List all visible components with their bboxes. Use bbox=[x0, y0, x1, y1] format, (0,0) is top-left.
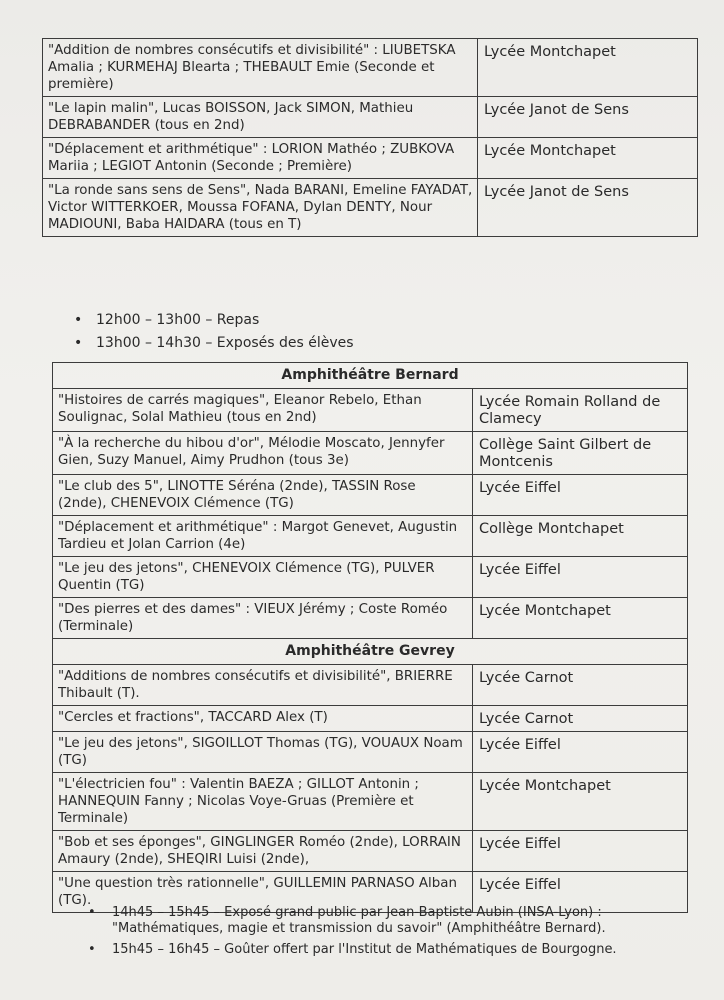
school-cell: Lycée Eiffel bbox=[473, 557, 688, 598]
school-cell: Collège Saint Gilbert de Montcenis bbox=[473, 432, 688, 475]
school-cell: Lycée Eiffel bbox=[473, 475, 688, 516]
hall-header-row bbox=[53, 639, 688, 665]
talk-title-cell: "Le jeu des jetons", SIGOILLOT Thomas (TG), VOUAUX Noam (TG) bbox=[53, 732, 473, 773]
school-cell: Lycée Eiffel bbox=[473, 831, 688, 872]
school-cell: Lycée Eiffel bbox=[473, 872, 688, 913]
school-cell: Lycée Janot de Sens bbox=[478, 97, 698, 138]
schedule-item bbox=[88, 905, 702, 937]
school-cell: Lycée Montchapet bbox=[473, 598, 688, 639]
bullet-icon: • bbox=[88, 942, 96, 957]
table-row bbox=[53, 706, 688, 732]
schedule-item bbox=[74, 333, 354, 353]
talk-title-cell: "Histoires de carrés magiques", Eleanor Rebelo, Ethan Soulignac, Solal Mathieu (tous en 2nd) bbox=[53, 389, 473, 432]
talk-title-cell: "Déplacement et arithmétique" : Margot Genevet, Augustin Tardieu et Jolan Carrion (4e) bbox=[53, 516, 473, 557]
talk-title-cell: "Additions de nombres consécutifs et divisibilité", BRIERRE Thibault (T). bbox=[53, 665, 473, 706]
table-row bbox=[53, 557, 688, 598]
schedule-item bbox=[74, 310, 354, 330]
talk-title-cell: "Le lapin malin", Lucas BOISSON, Jack SIMON, Mathieu DEBRABANDER (tous en 2nd) bbox=[43, 97, 478, 138]
talk-title-cell: "Le club des 5", LINOTTE Séréna (2nde), TASSIN Rose (2nde), CHENEVOIX Clémence (TG) bbox=[53, 475, 473, 516]
talk-title-cell: "Déplacement et arithmétique" : LORION Mathéo ; ZUBKOVA Mariia ; LEGIOT Antonin (Seconde ; Première) bbox=[43, 138, 478, 179]
bullet-icon: • bbox=[74, 312, 83, 328]
school-cell: Lycée Carnot bbox=[473, 706, 688, 732]
talk-title-cell: "Une question très rationnelle", GUILLEMIN PARNASO Alban (TG). bbox=[53, 872, 473, 913]
school-cell: Lycée Montchapet bbox=[473, 773, 688, 831]
talk-title-cell: "Cercles et fractions", TACCARD Alex (T) bbox=[53, 706, 473, 732]
table-row bbox=[53, 773, 688, 831]
school-cell: Lycée Janot de Sens bbox=[478, 179, 698, 237]
talk-title-cell: "L'électricien fou" : Valentin BAEZA ; GILLOT Antonin ; HANNEQUIN Fanny ; Nicolas Voye-Gruas (Première et Terminale) bbox=[53, 773, 473, 831]
schedule-list-afternoon bbox=[88, 905, 702, 963]
table-row bbox=[43, 179, 698, 237]
table-row bbox=[43, 138, 698, 179]
schedule-item bbox=[88, 942, 702, 958]
talks-table-morning bbox=[42, 38, 698, 237]
schedule-item-text: 13h00 – 14h30 – Exposés des élèves bbox=[96, 335, 354, 351]
schedule-item-text: 14h45 – 15h45 – Exposé grand public par Jean-Baptiste Aubin (INSA-Lyon) : "Mathématiques, magie et transmission du savoir" (Amphithéâtre Bernard). bbox=[112, 905, 606, 936]
table-row bbox=[53, 831, 688, 872]
bullet-icon: • bbox=[74, 335, 83, 351]
school-cell: Lycée Carnot bbox=[473, 665, 688, 706]
table-row bbox=[53, 389, 688, 432]
school-cell: Lycée Eiffel bbox=[473, 732, 688, 773]
schedule-item-text: 12h00 – 13h00 – Repas bbox=[96, 312, 260, 328]
school-cell: Collège Montchapet bbox=[473, 516, 688, 557]
table-row bbox=[53, 475, 688, 516]
school-cell: Lycée Montchapet bbox=[478, 138, 698, 179]
table-row bbox=[53, 432, 688, 475]
talks-table-afternoon bbox=[52, 362, 688, 913]
table-row bbox=[53, 598, 688, 639]
talk-title-cell: "À la recherche du hibou d'or", Mélodie Moscato, Jennyfer Gien, Suzy Manuel, Aimy Prudhon (tous 3e) bbox=[53, 432, 473, 475]
table-row bbox=[43, 97, 698, 138]
talk-title-cell: "La ronde sans sens de Sens", Nada BARANI, Emeline FAYADAT, Victor WITTERKOER, Moussa FOFANA, Dylan DENTY, Nour MADIOUNI, Baba HAIDARA (tous en T) bbox=[43, 179, 478, 237]
table-row bbox=[43, 39, 698, 97]
school-cell: Lycée Romain Rolland de Clamecy bbox=[473, 389, 688, 432]
schedule-item-text: 15h45 – 16h45 – Goûter offert par l'Institut de Mathématiques de Bourgogne. bbox=[112, 942, 617, 957]
schedule-list-midday bbox=[74, 310, 354, 356]
table-row bbox=[53, 665, 688, 706]
bullet-icon: • bbox=[88, 905, 96, 920]
hall-heading-bernard: Amphithéâtre Bernard bbox=[53, 363, 688, 389]
talk-title-cell: "Bob et ses éponges", GINGLINGER Roméo (2nde), LORRAIN Amaury (2nde), SHEQIRI Luisi (2nde), bbox=[53, 831, 473, 872]
talk-title-cell: "Addition de nombres consécutifs et divisibilité" : LIUBETSKA Amalia ; KURMEHAJ Blearta ; THEBAULT Emie (Seconde et première) bbox=[43, 39, 478, 97]
talk-title-cell: "Des pierres et des dames" : VIEUX Jérémy ; Coste Roméo (Terminale) bbox=[53, 598, 473, 639]
hall-heading-gevrey: Amphithéâtre Gevrey bbox=[53, 639, 688, 665]
table-row bbox=[53, 732, 688, 773]
talk-title-cell: "Le jeu des jetons", CHENEVOIX Clémence (TG), PULVER Quentin (TG) bbox=[53, 557, 473, 598]
school-cell: Lycée Montchapet bbox=[478, 39, 698, 97]
hall-header-row bbox=[53, 363, 688, 389]
table-row bbox=[53, 516, 688, 557]
